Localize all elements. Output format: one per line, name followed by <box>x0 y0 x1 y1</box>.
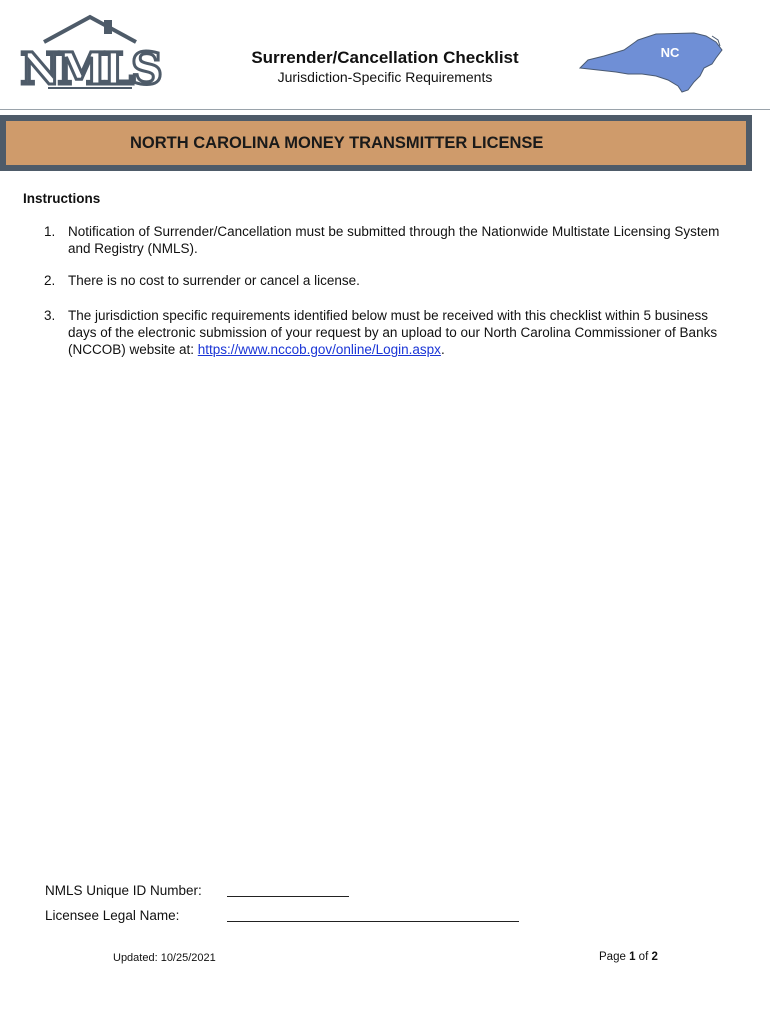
state-abbrev: NC <box>660 45 680 60</box>
item-text: The jurisdiction specific requirements identified below must be received with this checklist within 5 business days of the electronic submission of your request by an upload to our North Carolina Commissioner of Banks (NCCOB) website at: <box>68 308 718 357</box>
nmls-logo <box>20 14 160 95</box>
svg-text:NMLS: NMLS <box>20 44 160 95</box>
item-text: Notification of Surrender/Cancellation must be submitted through the Nationwide Multistate Licensing System and Registry (NMLS). <box>68 224 720 256</box>
page-subtitle: Jurisdiction-Specific Requirements <box>277 69 493 85</box>
licensee-name-field[interactable] <box>227 908 519 922</box>
page-number: Page 1 of 2 <box>599 951 658 963</box>
north-carolina-map <box>576 30 726 96</box>
instruction-item <box>44 272 734 289</box>
header-divider <box>0 109 770 110</box>
license-banner <box>0 115 752 171</box>
item-text-end: . <box>440 342 445 357</box>
instruction-item <box>44 307 734 358</box>
instructions-heading: Instructions <box>23 191 101 206</box>
page-title: Surrender/Cancellation Checklist <box>251 48 519 67</box>
nmls-id-field[interactable] <box>227 883 349 897</box>
nmls-id-label: NMLS Unique ID Number: <box>45 883 202 898</box>
licensee-name-label: Licensee Legal Name: <box>45 908 180 923</box>
instruction-item <box>44 223 734 257</box>
item-number: 1. <box>44 224 56 239</box>
license-title: NORTH CAROLINA MONEY TRANSMITTER LICENSE <box>130 133 544 152</box>
item-number: 3. <box>44 308 56 323</box>
item-text: There is no cost to surrender or cancel a license. <box>68 273 360 288</box>
item-number: 2. <box>44 273 56 288</box>
nccob-login-link[interactable]: https://www.nccob.gov/online/Login.aspx <box>197 342 441 357</box>
updated-date: Updated: 10/25/2021 <box>113 952 216 964</box>
